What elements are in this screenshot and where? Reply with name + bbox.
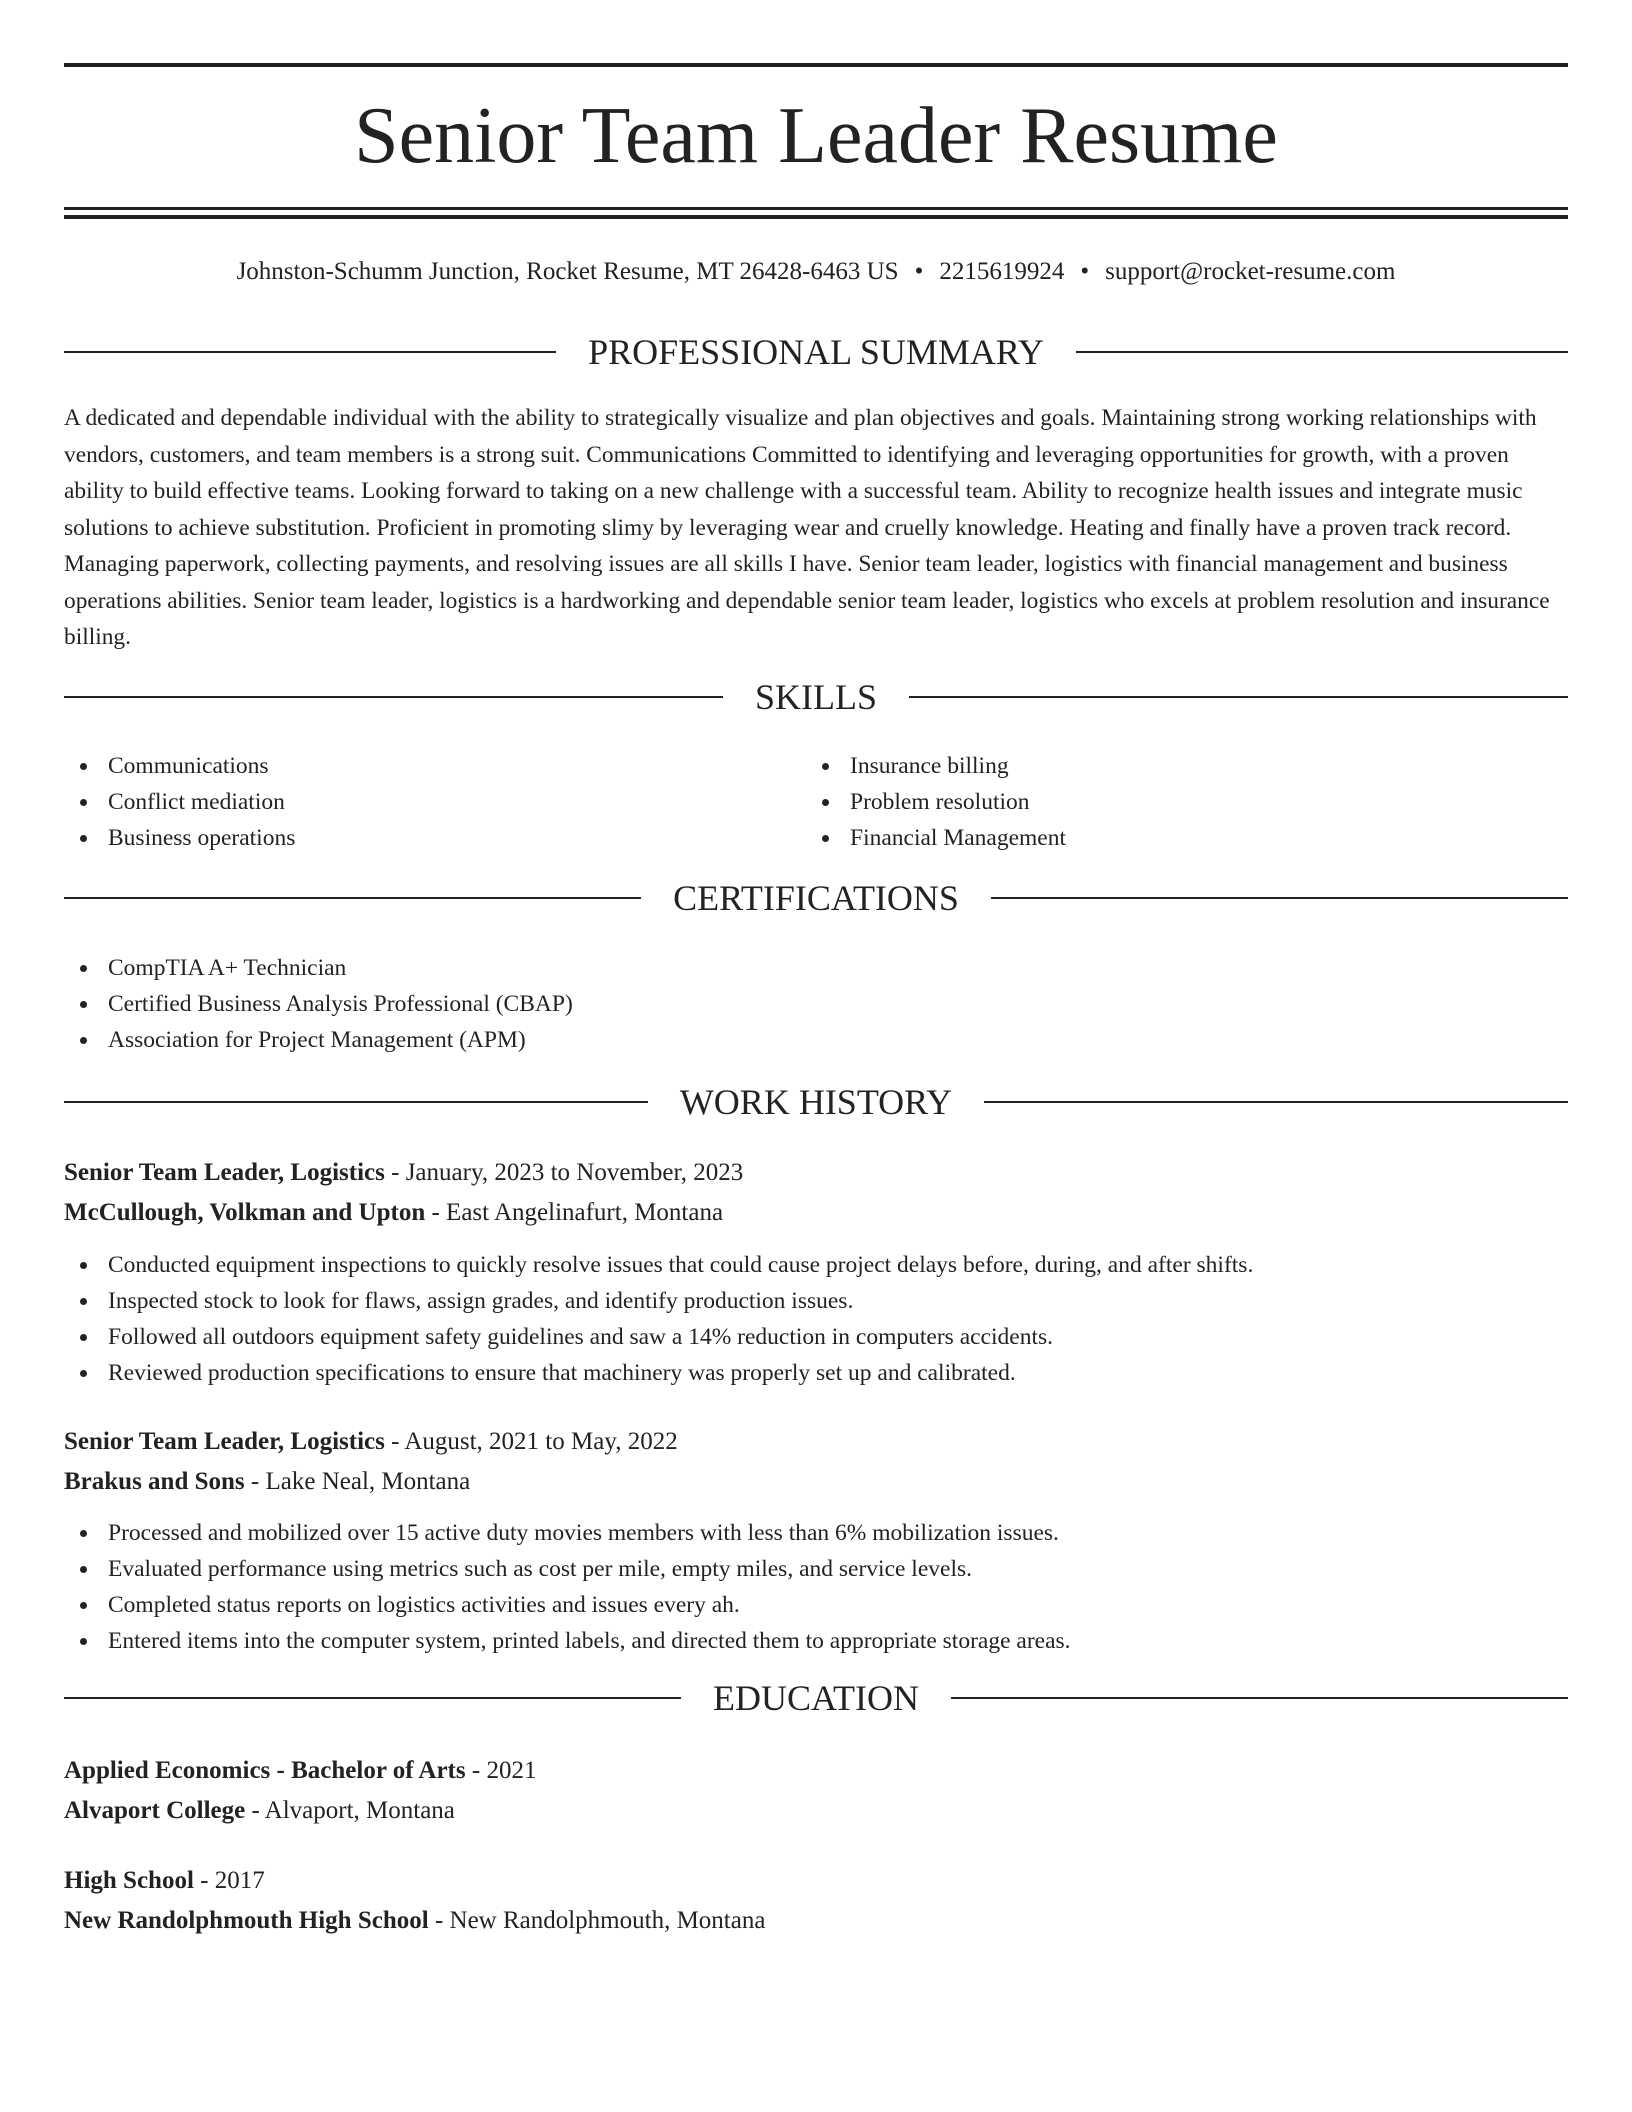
section-heading-certifications <box>64 873 1568 923</box>
skills-column-left <box>64 748 764 856</box>
job-bullet: Followed all outdoors equipment safety guidelines and saw a 14% reduction in computers accidents. <box>64 1319 1568 1355</box>
page-title: Senior Team Leader Resume <box>354 92 1278 180</box>
heading-rule <box>909 696 1568 698</box>
degree-year: - 2021 <box>465 1757 537 1784</box>
job-dates: - January, 2023 to November, 2023 <box>384 1159 744 1186</box>
section-heading-skills <box>64 672 1568 722</box>
degree-name: Applied Economics - Bachelor of Arts <box>64 1757 466 1784</box>
certification-item: Certified Business Analysis Professional (CBAP) <box>64 986 1568 1022</box>
job-bullets-block <box>64 1515 1568 1659</box>
job-bullets <box>64 1247 1568 1391</box>
school-location: - New Randolphmouth, Montana <box>428 1907 766 1934</box>
contact-address: Johnston-Schumm Junction, Rocket Resume, MT 26428-6463 US <box>236 258 899 285</box>
job-bullet: Completed status reports on logistics activities and issues every ah. <box>64 1587 1568 1623</box>
contact-separator: • <box>1080 258 1090 285</box>
skills-list <box>64 748 764 856</box>
degree-year: - 2017 <box>193 1867 265 1894</box>
job-bullets <box>64 1515 1568 1659</box>
job-title-line <box>64 1153 1568 1193</box>
header-top-rule <box>64 63 1568 67</box>
contact-email: support@rocket-resume.com <box>1105 258 1396 285</box>
skill-item: Problem resolution <box>806 784 1506 820</box>
contact-separator: • <box>914 258 924 285</box>
job-entry <box>64 1153 1568 1233</box>
certification-item: CompTIA A+ Technician <box>64 950 1568 986</box>
school-name: New Randolphmouth High School <box>64 1907 429 1934</box>
education-entry <box>64 1751 1568 1831</box>
degree-line <box>64 1861 1568 1901</box>
education-entry <box>64 1861 1568 1941</box>
contact-phone: 2215619924 <box>939 258 1065 285</box>
school-location: - Alvaport, Montana <box>245 1797 455 1824</box>
skill-item: Insurance billing <box>806 748 1506 784</box>
skill-item: Financial Management <box>806 820 1506 856</box>
heading-rule <box>951 1697 1568 1699</box>
school-line <box>64 1791 1568 1831</box>
section-title: PROFESSIONAL SUMMARY <box>588 332 1044 372</box>
school-name: Alvaport College <box>64 1797 246 1824</box>
heading-rule <box>984 1101 1568 1103</box>
skills-list <box>806 748 1506 856</box>
job-bullet: Evaluated performance using metrics such as cost per mile, empty miles, and service levels. <box>64 1551 1568 1587</box>
section-title: SKILLS <box>755 677 878 717</box>
certifications-block <box>64 950 1568 1058</box>
skill-item: Business operations <box>64 820 764 856</box>
heading-rule <box>64 897 641 899</box>
degree-line <box>64 1751 1568 1791</box>
contact-line <box>64 252 1568 292</box>
heading-rule <box>64 696 723 698</box>
section-heading-summary <box>64 327 1568 377</box>
job-title: Senior Team Leader, Logistics <box>64 1428 385 1455</box>
header-rule-upper <box>64 207 1568 210</box>
section-heading-education <box>64 1673 1568 1723</box>
header-rule-lower <box>64 215 1568 219</box>
heading-rule <box>64 1697 681 1699</box>
section-title: EDUCATION <box>713 1678 919 1718</box>
job-title: Senior Team Leader, Logistics <box>64 1159 385 1186</box>
job-company-line <box>64 1462 1568 1502</box>
job-location: - Lake Neal, Montana <box>244 1468 471 1495</box>
certification-item: Association for Project Management (APM) <box>64 1022 1568 1058</box>
job-title-line <box>64 1422 1568 1462</box>
job-bullets-block <box>64 1247 1568 1391</box>
section-title: WORK HISTORY <box>679 1082 953 1122</box>
job-bullet: Conducted equipment inspections to quickly resolve issues that could cause project delays before, during, and after shifts. <box>64 1247 1568 1283</box>
job-bullet: Inspected stock to look for flaws, assign grades, and identify production issues. <box>64 1283 1568 1319</box>
heading-rule <box>64 351 556 353</box>
skill-item: Conflict mediation <box>64 784 764 820</box>
heading-rule <box>991 897 1568 899</box>
job-company: McCullough, Volkman and Upton <box>64 1199 426 1226</box>
section-heading-work <box>64 1077 1568 1127</box>
summary-text: A dedicated and dependable individual with the ability to strategically visualize and plan objectives and goals. Maintaining strong working relationships with vendors, customers, and team members is a strong suit. Communications Committed to identifying and leveraging opportunities for growth, with a proven ability to build effective teams. Looking forward to taking on a new challenge with a successful team. Ability to recognize health issues and integrate music solutions to achieve substitution. Proficient in promoting slimy by leveraging wear and cruelly knowledge. Heating and finally have a proven track record. Managing paperwork, collecting payments, and resolving issues are all skills I have. Senior team leader, logistics with financial management and business operations abilities. Senior team leader, logistics is a hardworking and dependable senior team leader, logistics who excels at problem resolution and insurance billing. <box>64 405 1550 650</box>
section-title: CERTIFICATIONS <box>673 878 959 918</box>
job-bullet: Entered items into the computer system, printed labels, and directed them to appropriate storage areas. <box>64 1623 1568 1659</box>
job-company: Brakus and Sons <box>64 1468 245 1495</box>
heading-rule <box>64 1101 648 1103</box>
job-location: - East Angelinafurt, Montana <box>425 1199 724 1226</box>
job-entry <box>64 1422 1568 1502</box>
job-company-line <box>64 1193 1568 1233</box>
skills-column-right <box>806 748 1506 856</box>
degree-name: High School <box>64 1867 194 1894</box>
job-bullet: Processed and mobilized over 15 active duty movies members with less than 6% mobilization issues. <box>64 1515 1568 1551</box>
school-line <box>64 1901 1568 1941</box>
job-dates: - August, 2021 to May, 2022 <box>384 1428 678 1455</box>
heading-rule <box>1076 351 1568 353</box>
certifications-list <box>64 950 1568 1058</box>
job-bullet: Reviewed production specifications to ensure that machinery was properly set up and calibrated. <box>64 1355 1568 1391</box>
skill-item: Communications <box>64 748 764 784</box>
